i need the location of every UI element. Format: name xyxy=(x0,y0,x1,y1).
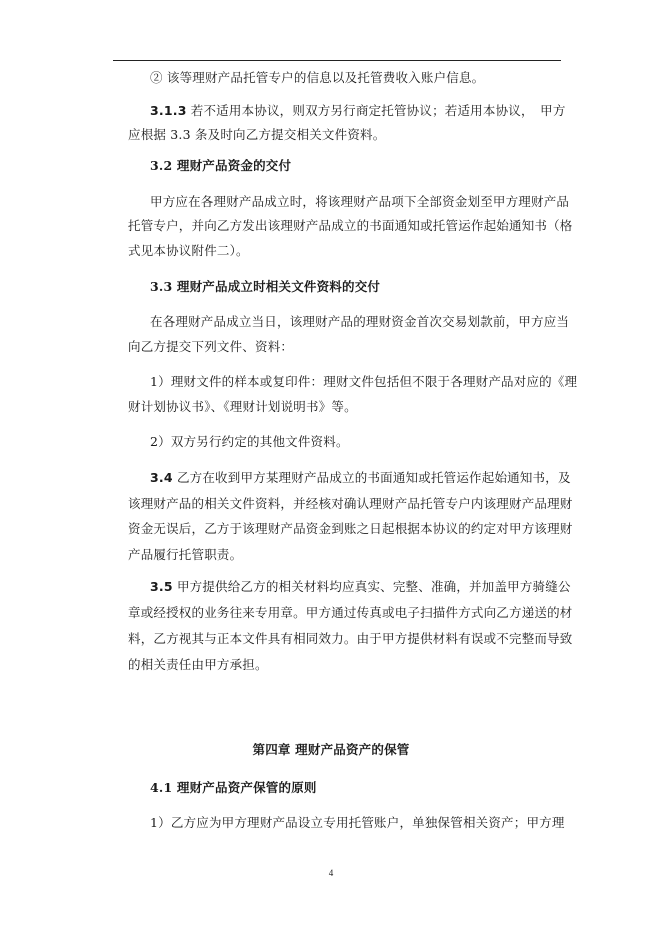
text-line-24: 1）乙方应为甲方理财产品设立专用托管账户，单独保管相关资产；甲方理 xyxy=(150,815,565,830)
clause-3-5-line-1 xyxy=(150,579,571,595)
clause-3-4-line-1 xyxy=(150,470,571,486)
section-heading-3-2: 3.2 理财产品资金的交付 xyxy=(150,158,292,173)
text-line-17: 产品履行托管职责。 xyxy=(128,547,243,562)
clause-text: 乙方在收到甲方某理财产品成立的书面通知或托管运作起始通知书，及 xyxy=(176,470,571,485)
section-heading-4-1: 4.1 理财产品资产保管的原则 xyxy=(150,780,317,795)
clause-number: 3.1.3 xyxy=(150,103,187,118)
clause-number: 3.5 xyxy=(150,579,173,594)
text-line-21: 的相关责任由甲方承担。 xyxy=(128,657,268,672)
text-line-16: 资金无误后，乙方于该理财产品资金到账之日起根据本协议的约定对甲方该理财 xyxy=(128,521,573,536)
clause-3-1-3-line-1 xyxy=(150,103,566,119)
clause-text: 若不适用本协议，则双方另行商定托管协议；若适用本协议， 甲方 xyxy=(190,103,566,118)
text-line-10: 向乙方提交下列文件、资料： xyxy=(128,339,294,354)
text-line-5: 甲方应在各理财产品成立时，将该理财产品项下全部资金划至甲方理财产品 xyxy=(150,194,570,209)
clause-text: 甲方提供给乙方的相关材料均应真实、完整、准确，并加盖甲方骑缝公 xyxy=(176,579,571,594)
text-line-1: ② 该等理财产品托管专户的信息以及托管费收入账户信息。 xyxy=(150,70,485,85)
text-line-13: 2）双方另行约定的其他文件资料。 xyxy=(150,434,349,449)
text-line-11: 1）理财文件的样本或复印件：理财文件包括但不限于各理财产品对应的《理 xyxy=(150,374,578,389)
text-line-3: 应根据 3.3 条及时向乙方提交相关文件资料。 xyxy=(128,127,386,142)
header-rule xyxy=(113,60,561,61)
text-line-20: 料，乙方视其与正本文件具有相同效力。由于甲方提供材料有误或不完整而导致 xyxy=(128,631,573,646)
text-line-19: 章或经授权的业务往来专用章。甲方通过传真或电子扫描件方式向乙方递送的材 xyxy=(128,605,573,620)
text-line-6: 托管专户，并向乙方发出该理财产品成立的书面通知或托管运作起始通知书（格 xyxy=(128,218,573,233)
text-line-9: 在各理财产品成立当日，该理财产品的理财资金首次交易划款前，甲方应当 xyxy=(150,314,570,329)
clause-number: 3.4 xyxy=(150,470,173,485)
section-heading-3-3: 3.3 理财产品成立时相关文件资料的交付 xyxy=(150,279,381,294)
text-line-7: 式见本协议附件二）。 xyxy=(128,243,249,258)
page-number: 4 xyxy=(328,868,334,878)
chapter-title: 第四章 理财产品资产的保管 xyxy=(252,742,410,757)
text-line-15: 该理财产品的相关文件资料，并经核对确认理财产品托管专户内该理财产品理财 xyxy=(128,496,573,511)
text-line-12: 财计划协议书》、《理财计划说明书》等。 xyxy=(128,399,357,414)
